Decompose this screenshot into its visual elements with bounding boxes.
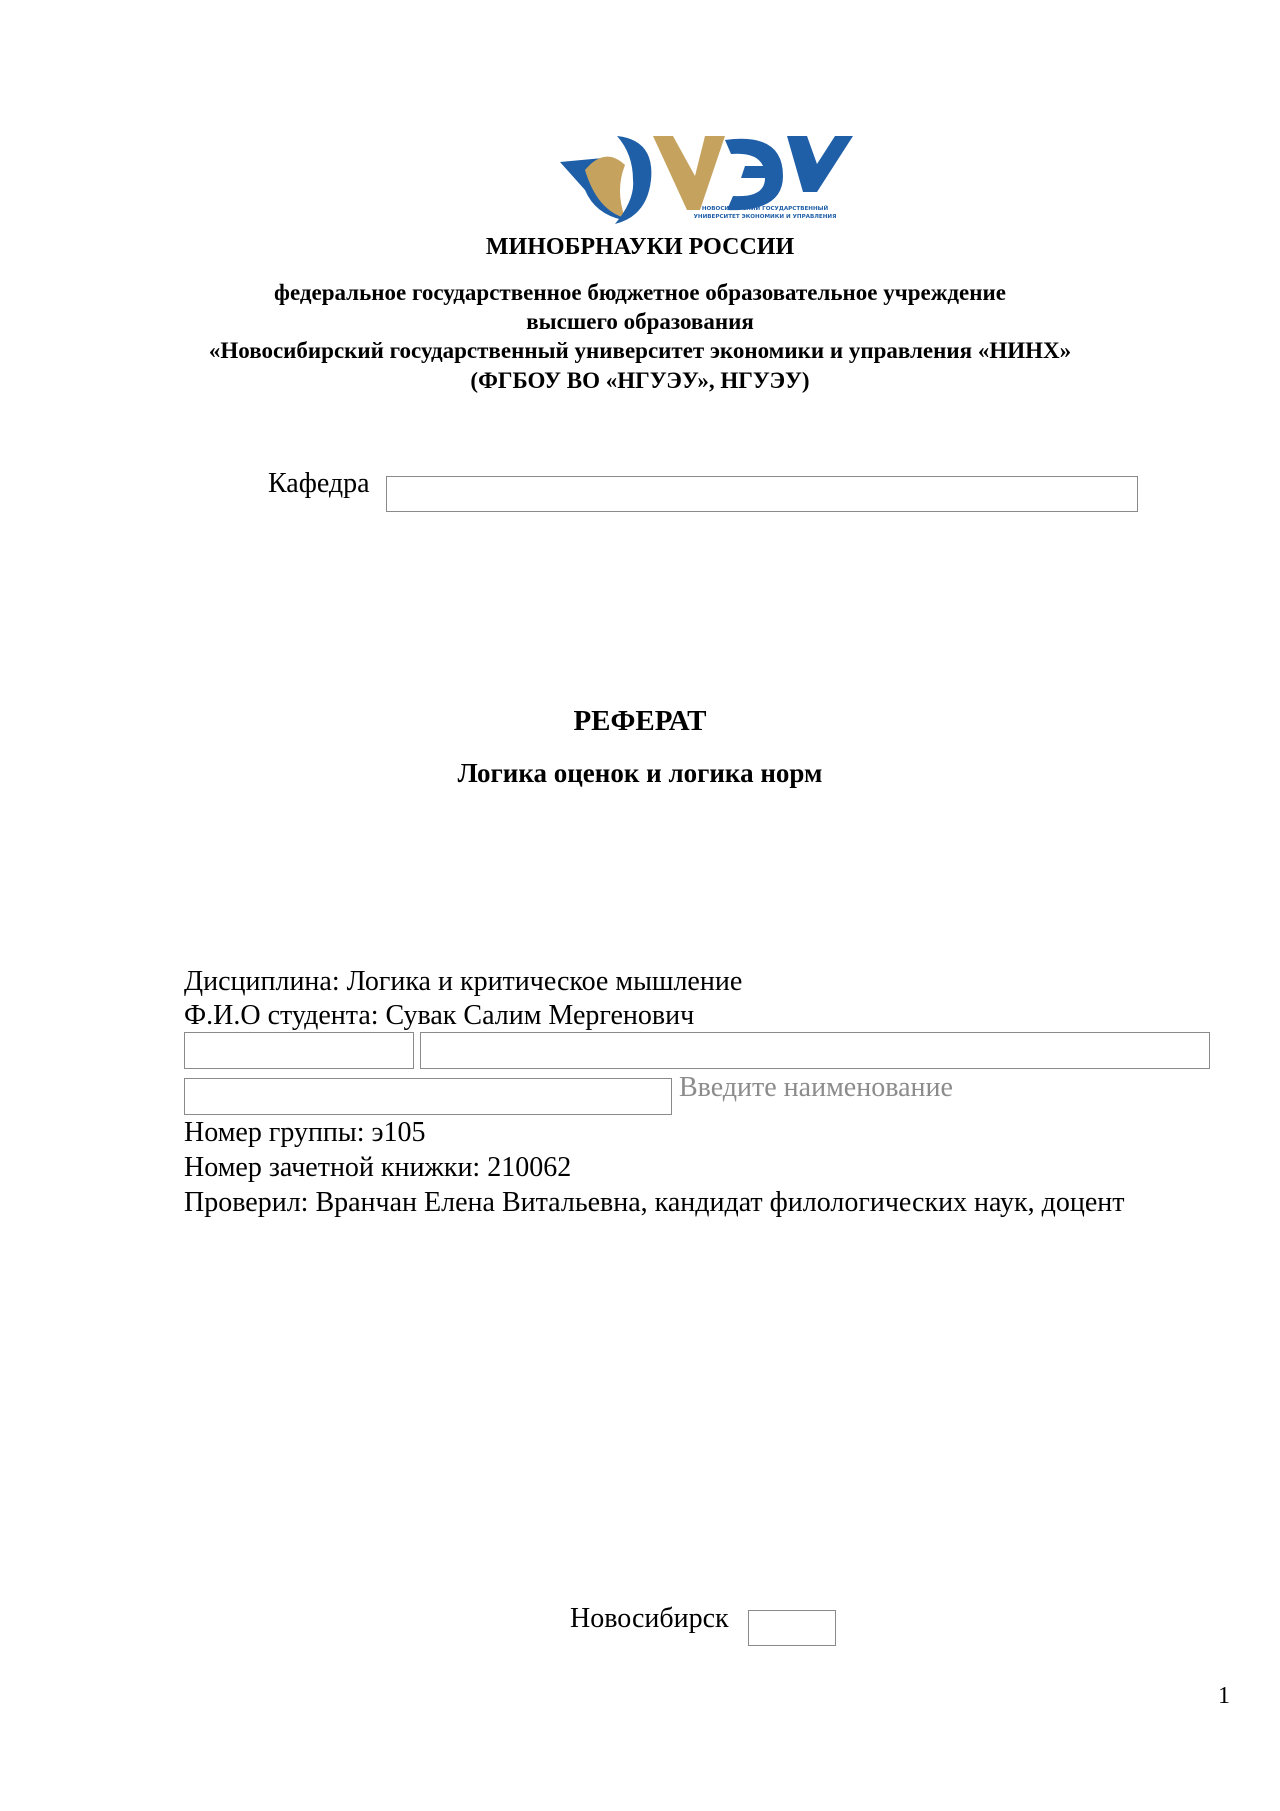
document-topic-title: Логика оценок и логика норм	[457, 758, 823, 788]
city-label: Новосибирск	[570, 1603, 729, 1634]
record-book-line: Номер зачетной книжки: 210062	[184, 1152, 572, 1183]
ministry-heading: МИНОБРНАУКИ РОССИИ	[485, 234, 795, 260]
program-field[interactable]	[184, 1078, 672, 1115]
name-placeholder[interactable]: Введите наименование	[679, 1072, 953, 1103]
logo-letter-u	[653, 136, 725, 210]
logo-graphic	[555, 130, 855, 230]
student-name-line: Ф.И.О студента: Сувак Салим Мергенович	[184, 1000, 695, 1031]
department-label: Кафедра	[268, 468, 370, 499]
logo-letter-e	[725, 139, 783, 210]
year-field[interactable]	[748, 1610, 836, 1646]
group-number-line: Номер группы: э105	[184, 1117, 426, 1148]
institution-type-line: федеральное государственное бюджетное образовательное учреждение	[274, 280, 1006, 305]
student-field-short[interactable]	[184, 1032, 414, 1069]
checked-by-line: Проверил: Вранчан Елена Витальевна, кандидат филологических наук, доцент	[184, 1187, 1125, 1218]
education-level-line: высшего образования	[526, 309, 754, 334]
logo-caption-line-2: УНИВЕРСИТЕТ ЭКОНОМИКИ И УПРАВЛЕНИЯ	[693, 214, 837, 220]
department-field[interactable]	[386, 476, 1138, 512]
logo-caption-line-1: НОВОСИБИРСКИЙ ГОСУДАРСТВЕННЫЙ	[701, 206, 829, 212]
discipline-line: Дисциплина: Логика и критическое мышление	[184, 966, 743, 997]
university-abbreviation-line: (ФГБОУ ВО «НГУЭУ», НГУЭУ)	[470, 368, 810, 393]
student-field-long[interactable]	[420, 1032, 1210, 1069]
logo-letter-y	[787, 136, 853, 192]
document-type-title: РЕФЕРАТ	[573, 705, 707, 737]
page-number: 1	[1218, 1683, 1230, 1709]
university-name-line: «Новосибирский государственный университет экономики и управления «НИНХ»	[208, 338, 1072, 363]
university-logo	[555, 130, 855, 230]
